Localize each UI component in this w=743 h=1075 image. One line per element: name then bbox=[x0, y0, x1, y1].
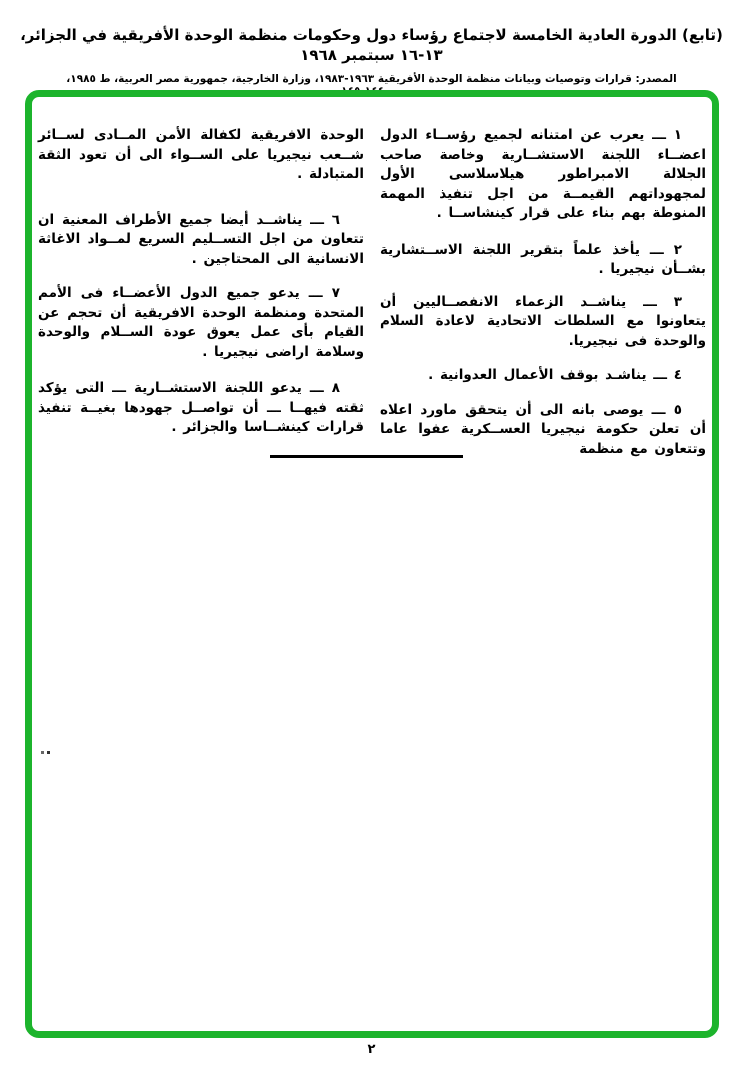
document-header bbox=[0, 25, 743, 97]
resolution-clause-2: ٢ ـــ يأخذ علماً بتقرير اللجنة الاســتشارية بشــأن نيجيريا . bbox=[380, 241, 706, 277]
column-left bbox=[38, 126, 364, 474]
resolution-clause-6: ٦ ـــ يناشــد أيضا جميع الأطراف المعنية ان تتعاون من اجل التســليم السريع لمــواد الاغاثة الانسانية الى المحتاجين . bbox=[38, 211, 364, 267]
document-title: (تابع) الدورة العادية الخامسة لاجتماع رؤساء دول وحكومات منظمة الوحدة الأفريقية في الجزائر، ١٣-١٦ سبتمبر ١٩٦٨ bbox=[20, 26, 723, 64]
section-end-rule bbox=[270, 455, 463, 458]
scan-speck bbox=[47, 751, 50, 754]
resolution-clause-5-continuation: الوحدة الافريقية لكفالة الأمن المــادى لســائر شــعب نيجيريا على الســواء الى أن تعود الثقة المتبادلة . bbox=[38, 127, 364, 182]
resolution-clause-8: ٨ ـــ يدعو اللجنة الاستشــارية ـــ التى يؤكد ثقته فيهــا ـــ أن تواصــل جهودها بغيــة تنفيذ قرارات كينشــاسا والجزائر . bbox=[38, 380, 364, 435]
resolution-clause-7: ٧ ـــ يدعو جميع الدول الأعضــاء فى الأمم المتحدة ومنظمة الوحدة الافريقية أن تحجم عن القيام بأى عمل يعوق عودة الســلام والوحدة وسلامة اراضى نيجيريا . bbox=[38, 285, 364, 360]
resolution-clause-5: ٥ ـــ يوصى بانه الى أن يتحقق ماورد اعلاه أن تعلن حكومة نيجيريا العســكرية عفوا عاما وتتعاون مع منظمة bbox=[380, 401, 706, 457]
two-column-text-block bbox=[38, 126, 706, 474]
source-citation: المصدر: قرارات وتوصيات وبيانات منظمة الوحدة الأفريقية ١٩٦٣-١٩٨٣، وزارة الخارجية، جمهورية مصر العربية، ط ١٩٨٥، ص ١٤٤-١٤٥ bbox=[66, 73, 677, 97]
resolution-clause-4: ٤ ـــ يناشـد بوقف الأعمال العدوانية . bbox=[428, 367, 682, 383]
page-number: ٢ bbox=[367, 1042, 376, 1057]
resolution-clause-3: ٣ ـــ يناشــد الزعماء الانفصــاليين أن يتعاونوا مع السلطات الاتحادية لاعادة السلام والوحدة فى نيجيريا. bbox=[380, 293, 706, 349]
scan-speck bbox=[41, 751, 44, 754]
resolution-clause-1: ١ ـــ يعرب عن امتنانه لجميع رؤســاء الدول اعضــاء اللجنة الاستشــارية وخاصة صاحب الجلالة الامبراطور هيلاسلاسى الأول لمجهوداتهم القيمــة من اجل تنفيذ المهمة المنوطة بهم بناء على قرار كينشاســا . bbox=[380, 127, 706, 221]
column-right bbox=[380, 126, 706, 474]
